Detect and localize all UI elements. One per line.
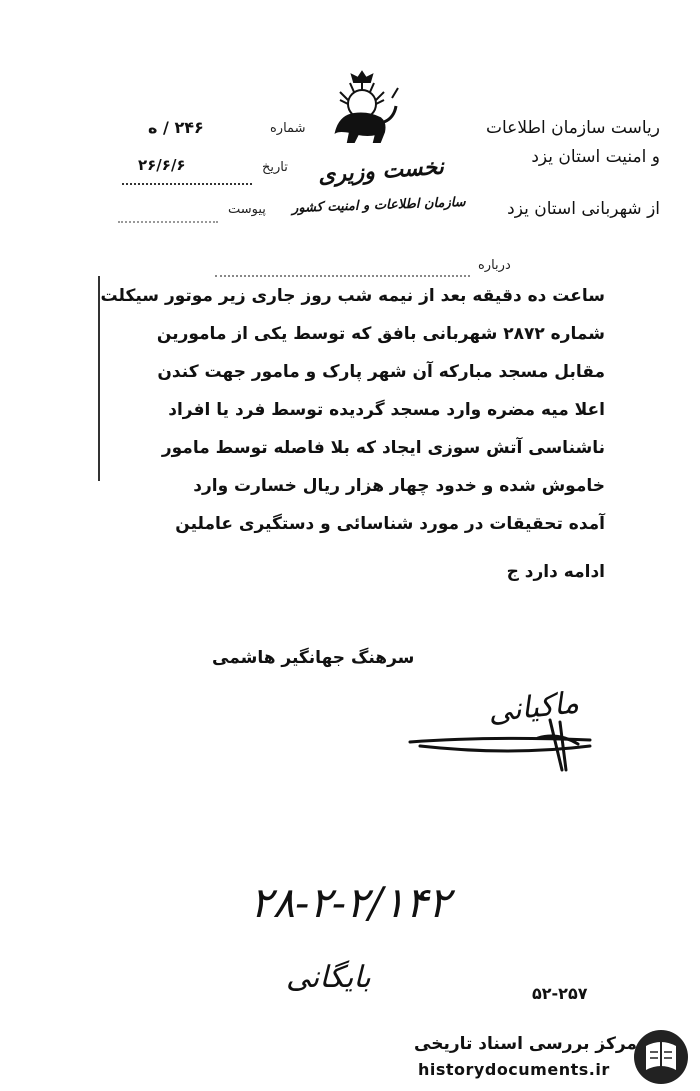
- body-line-5: ناشناسی آتش سوزی ایجاد که بلا فاصله توسط مامور: [161, 438, 605, 458]
- document-center-logo-icon: [632, 1028, 690, 1086]
- signatory-name: سرهنگ جهانگیر هاشمی: [212, 648, 415, 668]
- body-line-8: ادامه دارد ج: [506, 562, 605, 582]
- attachment-label: پیوست: [228, 202, 266, 217]
- body-line-6: خاموش شده و خدود چهار هزار ریال خسارت وارد: [193, 476, 605, 496]
- footer-brand: مرکز بررسی اسناد تاریخی: [414, 1034, 637, 1054]
- handwritten-archive-note: بایگانی: [286, 960, 371, 995]
- handwritten-reference-number: ۲۸-۲-۲/۱۴۲: [250, 878, 451, 927]
- attachment-dotted-line: [118, 208, 218, 227]
- number-value: ۲۴۶ / ه: [148, 118, 204, 137]
- prime-ministry-stamp: نخست وزیری: [317, 153, 445, 189]
- body-line-7: آمده تحقیقات در مورد شناسائی و دستگیری عاملین: [175, 514, 605, 534]
- date-value: ۲۶/۶/۶: [138, 156, 186, 174]
- body-line-2: شماره ۲۸۷۲ شهربانی بافق که توسط یکی از مامورین: [156, 324, 605, 344]
- handwritten-signature: ماکیانی: [486, 685, 581, 730]
- body-line-4: اعلا میه مضره وارد مسجد گردیده توسط فرد یا افراد: [168, 400, 605, 420]
- footer-url[interactable]: historydocuments.ir: [418, 1060, 610, 1079]
- org-line-1: ریاست سازمان اطلاعات: [486, 118, 660, 138]
- security-org-stamp-subtitle: سازمان اطلاعات و امنیت کشور: [291, 194, 466, 217]
- number-label: شماره: [270, 121, 306, 136]
- body-line-1: ساعت ده دقیقه بعد از نیمه شب روز جاری زیر موتور سیکلت: [100, 286, 605, 306]
- date-label: تاریخ: [262, 160, 288, 175]
- archive-code: ۵۲-۲۵۷: [532, 984, 588, 1003]
- subject-label: درباره: [478, 258, 511, 273]
- org-line-3: از شهربانی استان یزد: [507, 199, 660, 219]
- body-line-3: مقابل مسجد مبارکه آن شهر پارک و مامور جهت کندن: [157, 362, 605, 382]
- org-line-2: و امنیت استان یزد: [531, 147, 660, 167]
- signature-flourish-icon: [400, 700, 600, 780]
- lion-and-sun-emblem-icon: [318, 70, 408, 160]
